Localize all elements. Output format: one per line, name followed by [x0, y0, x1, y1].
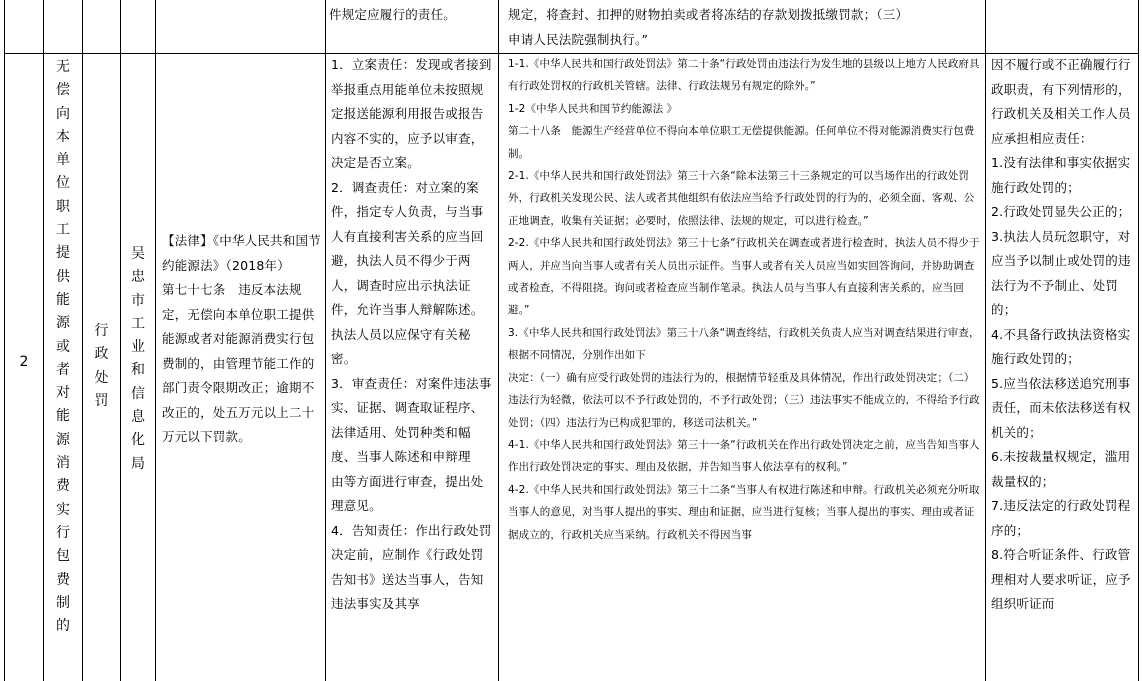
- item-name-cell: [44, 56, 82, 638]
- department-char: 忠: [131, 269, 145, 286]
- item-name-char: 提: [56, 245, 70, 262]
- category-char: 罚: [94, 392, 109, 409]
- accountability-item: 7.违反法定的行政处罚程序的；: [991, 498, 1131, 538]
- legal-basis-item: 决定：（一）确有应受行政处罚的违法行为的，根据情节轻重及具体情况，作出行政处罚决定；（二）违法行为轻微，依法可以不予行政处罚的，不予行政处罚；（三）违法事实不能成立的，不得给予行政处罚；（四）违法行为已构成犯罪的，移送司法机关。”: [508, 371, 980, 429]
- category-char: 政: [94, 346, 109, 363]
- table-col-divider: [498, 0, 499, 681]
- item-name-char: 费: [56, 478, 70, 495]
- basis-article: 第七十七条 违反本法规定，无偿向本单位职工提供能源或者对能源消费实行包费制的，由管理节能工作的部门责令限期改正；逾期不改正的，处五万元以上二十万元以下罚款。: [162, 282, 315, 444]
- legal-basis-item: 第二十八条 能源生产经营单位不得向本单位职工无偿提供能源。任何单位不得对能源消费实行包费制。: [508, 125, 975, 160]
- top-responsibility-text: 件规定应履行的责任。: [329, 7, 457, 22]
- accountability-item: 6.未按裁量权规定，滥用裁量权的；: [991, 449, 1131, 489]
- item-name-char: 制: [56, 594, 70, 611]
- table-col-divider: [325, 0, 326, 681]
- item-name-char: 源: [56, 431, 70, 448]
- legal-basis-item: 1-1.《中华人民共和国行政处罚法》第二十条“行政处罚由违法行为发生地的县级以上地方人民政府具有行政处罚权的行政机关管辖。法律、行政法规另有规定的除外。”: [508, 58, 980, 93]
- item-name-char: 能: [56, 408, 70, 425]
- accountability-item: 1.没有法律和事实依据实施行政处罚的；: [991, 155, 1131, 195]
- accountability-item: 3.执法人员玩忽职守，对应当予以制止或处罚的违法行为不予制止、处罚的；: [991, 228, 1131, 317]
- responsibility-item: 4．告知责任：作出行政处罚决定前，应制作《行政处罚告知书》送达当事人，告知违法事实及其享: [331, 522, 492, 611]
- table-border-left: [4, 0, 5, 681]
- item-name-char: 供: [56, 268, 70, 285]
- legal-basis-item: 2-1.《中华人民共和国行政处罚法》第三十六条“除本法第三十三条规定的可以当场作出的行政处罚外，行政机关发现公民、法人或者其他组织有依法应当给予行政处罚的行为的，必须全面、客观、公正地调查，收集有关证据；必要时，依照法律、法规的规定，可以进行检查。”: [508, 170, 975, 227]
- category-char: 行: [94, 323, 109, 339]
- department-char: 局: [131, 455, 145, 472]
- responsibility-item: 1．立案责任：发现或者接到举报重点用能单位未按照规定报送能源利用报告或报告内容不实的，应予以审查，决定是否立案。: [331, 57, 492, 170]
- row-number-cell: [5, 354, 43, 370]
- basis-law-title: 【法律】《中华人民共和国节约能源法》（2018年）: [162, 233, 321, 273]
- category-char: 处: [94, 369, 109, 386]
- responsibility-item: 2．调查责任：对立案的案件，指定专人负责，与当事人有直接利害关系的应当回避，执法人员不得少于两人，调查时应出示执法证件，允许当事人辩解陈述。执法人员以应保守有关秘密。: [331, 179, 484, 366]
- item-name-char: 源: [56, 315, 70, 332]
- department-char: 息: [131, 409, 145, 426]
- item-name-char: 或: [56, 338, 70, 355]
- legal-basis-item: 3.《中华人民共和国行政处罚法》第三十八条“调查终结，行政机关负责人应当对调查结果进行审查，根据不同情况，分别作出如下: [508, 326, 980, 362]
- item-name-char: 能: [56, 291, 70, 308]
- accountability-item: 2.行政处罚显失公正的；: [991, 204, 1131, 219]
- item-name-char: 实: [56, 501, 70, 518]
- item-name-char: 消: [56, 455, 70, 472]
- top-legal-basis-line: 申请人民法院强制执行。”: [508, 31, 649, 47]
- item-name-char: 本: [56, 128, 70, 145]
- item-name-char: 行: [56, 524, 70, 541]
- top-legal-basis-cell: [508, 3, 982, 52]
- item-name-char: 向: [56, 105, 70, 122]
- top-responsibility-cell: [329, 3, 495, 28]
- accountability-item: 8.符合听证条件、行政管理相对人要求听证，应予组织听证而: [991, 547, 1131, 611]
- department-char: 工: [131, 315, 145, 332]
- table-col-divider: [155, 0, 156, 681]
- accountability-item: 5.应当依法移送追究刑事责任，而未依法移送有权机关的；: [991, 375, 1131, 440]
- legal-basis-item: 4-2.《中华人民共和国行政处罚法》第三十二条“当事人有权进行陈述和申辩。行政机关必须充分听取当事人的意见，对当事人提出的事实、理由和证据，应当进行复核；当事人提出的事实、理由或者证据成立的，行政机关应当采纳。行政机关不得因当事: [508, 483, 980, 541]
- legal-basis-item: 4-1.《中华人民共和国行政处罚法》第三十一条“行政机关在作出行政处罚决定之前，应当告知当事人作出行政处罚决定的事实、理由及依据，并告知当事人依法享有的权利。”: [508, 438, 980, 474]
- item-name-char: 者: [56, 361, 70, 378]
- accountability-item: 4.不具备行政执法资格实施行政处罚的；: [991, 326, 1131, 366]
- department-char: 信: [131, 385, 145, 402]
- responsibility-item: 3．审查责任：对案件违法事实、证据、调查取证程序、法律适用、处罚种类和幅度、当事人陈述和申辩理: [331, 375, 492, 464]
- item-name-char: 包: [56, 548, 70, 565]
- top-legal-basis-line: 规定，将查封、扣押的财物拍卖或者将冻结的存款划拨抵缴罚款；（三）: [508, 7, 909, 22]
- department-char: 化: [131, 432, 145, 449]
- responsibility-item: 由等方面进行审查，提出处理意见。: [331, 473, 484, 513]
- department-char: 市: [131, 292, 145, 309]
- item-name-char: 单: [56, 152, 70, 169]
- accountability-cell: [991, 53, 1135, 681]
- department-cell: [121, 243, 155, 476]
- legal-basis-cell: [508, 53, 982, 681]
- item-name-char: 工: [56, 222, 70, 239]
- department-char: 吴: [131, 246, 145, 262]
- row-number: 2: [19, 354, 29, 370]
- department-char: 业: [131, 339, 145, 356]
- item-name-char: 的: [56, 618, 70, 635]
- legal-basis-item: 2-2.《中华人民共和国行政处罚法》第三十七条“行政机关在调查或者进行检查时，执法人员不得少于两人，并应当向当事人或者有关人员出示证件。当事人或者有关人员应当如实回答询问，并协助调查或者检查，不得阻挠。询问或者检查应当制作笔录。执法人员与当事人有直接利害关系的，应当回避。”: [508, 237, 980, 317]
- table-col-divider: [985, 0, 986, 681]
- accountability-item: 因不履行或不正确履行行政职责，有下列情形的，行政机关及相关工作人员应承担相应责任：: [991, 57, 1131, 146]
- item-name-char: 职: [56, 198, 70, 215]
- department-char: 和: [131, 362, 145, 379]
- legal-basis-item: 1-2《中华人民共和国节约能源法 》: [508, 102, 678, 115]
- item-name-char: 偿: [56, 82, 70, 99]
- item-name-char: 位: [56, 175, 70, 192]
- item-name-char: 无: [56, 59, 70, 75]
- category-cell: [83, 320, 120, 413]
- item-name-char: 费: [56, 571, 70, 588]
- table-border-right: [1138, 0, 1139, 681]
- responsibilities-cell: [331, 53, 495, 681]
- item-name-char: 对: [56, 385, 70, 402]
- basis-cell: [162, 229, 323, 450]
